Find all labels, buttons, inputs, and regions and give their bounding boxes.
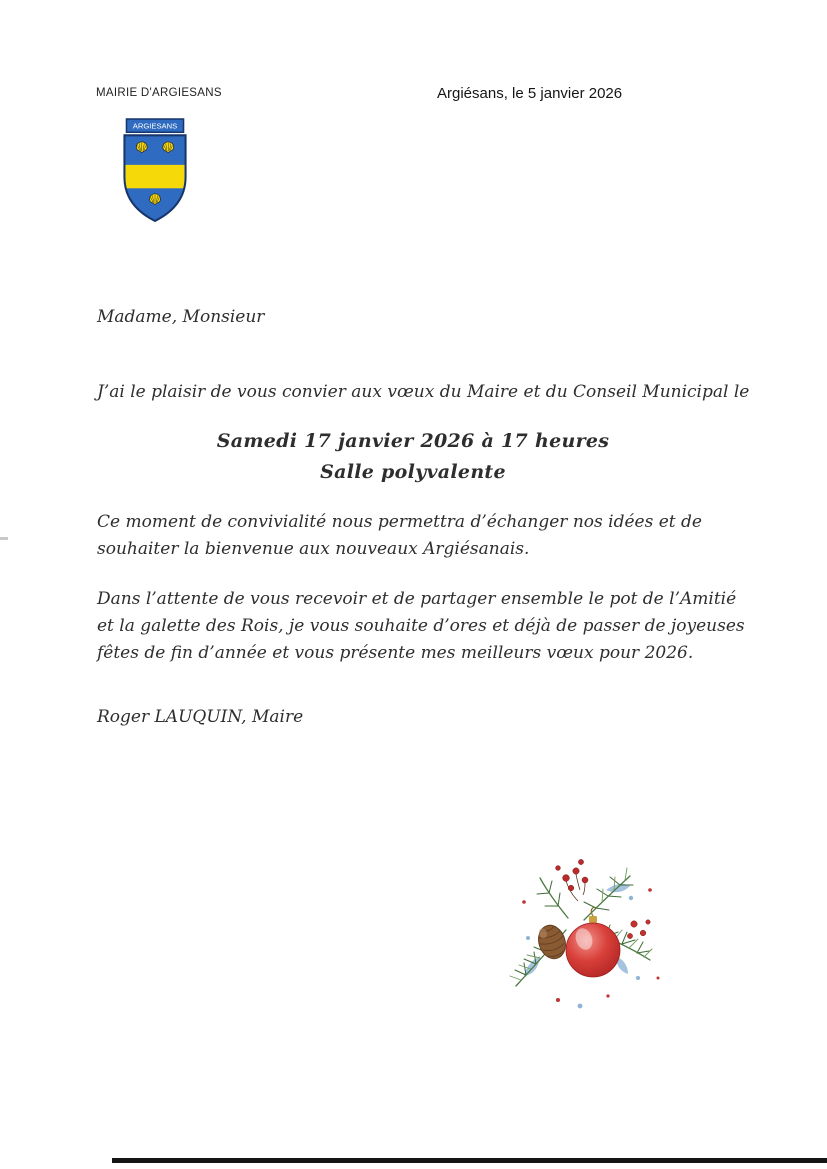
pinecone-icon xyxy=(534,922,569,962)
shield-icon xyxy=(124,135,185,221)
coat-of-arms-svg xyxy=(114,118,196,226)
intro-line: J’ai le plaisir de vous convier aux vœux du Maire et du Conseil Municipal le xyxy=(97,382,750,402)
paragraph-wishes: Dans l’attente de vous recevoir et de partager ensemble le pot de l’Amitié et la galette des Rois, je vous souhaite d’ores et déjà de passer de joyeuses fêtes de fin d’année et vous présente mes meilleurs vœux pour 2026. xyxy=(97,589,745,663)
signature: Roger LAUQUIN, Maire xyxy=(97,707,304,727)
event-heading xyxy=(97,426,729,488)
berry-cluster-right xyxy=(627,920,650,939)
berry-cluster-top xyxy=(556,859,588,901)
crest-banner xyxy=(126,119,183,132)
dateline: Argiésans, le 5 janvier 2026 xyxy=(437,85,623,102)
coat-of-arms xyxy=(114,118,196,226)
bauble-icon xyxy=(566,907,620,977)
scan-artifact-mark xyxy=(0,537,8,540)
scan-artifact-line xyxy=(112,1158,827,1163)
crest-banner-label: ARGIESANS xyxy=(132,121,178,131)
event-location: Salle polyvalente xyxy=(320,461,506,483)
sender-name: MAIRIE D'ARGIESANS xyxy=(96,87,222,99)
paragraph-conviviality: Ce moment de convivialité nous permettra d’échanger nos idées et de souhaiter la bienvenue aux nouveaux Argiésanais. xyxy=(97,512,702,559)
salutation: Madame, Monsieur xyxy=(97,307,265,327)
event-date-time: Samedi 17 janvier 2026 à 17 heures xyxy=(216,430,610,452)
christmas-decoration-svg xyxy=(488,838,673,1023)
christmas-decoration-image xyxy=(488,838,673,1023)
